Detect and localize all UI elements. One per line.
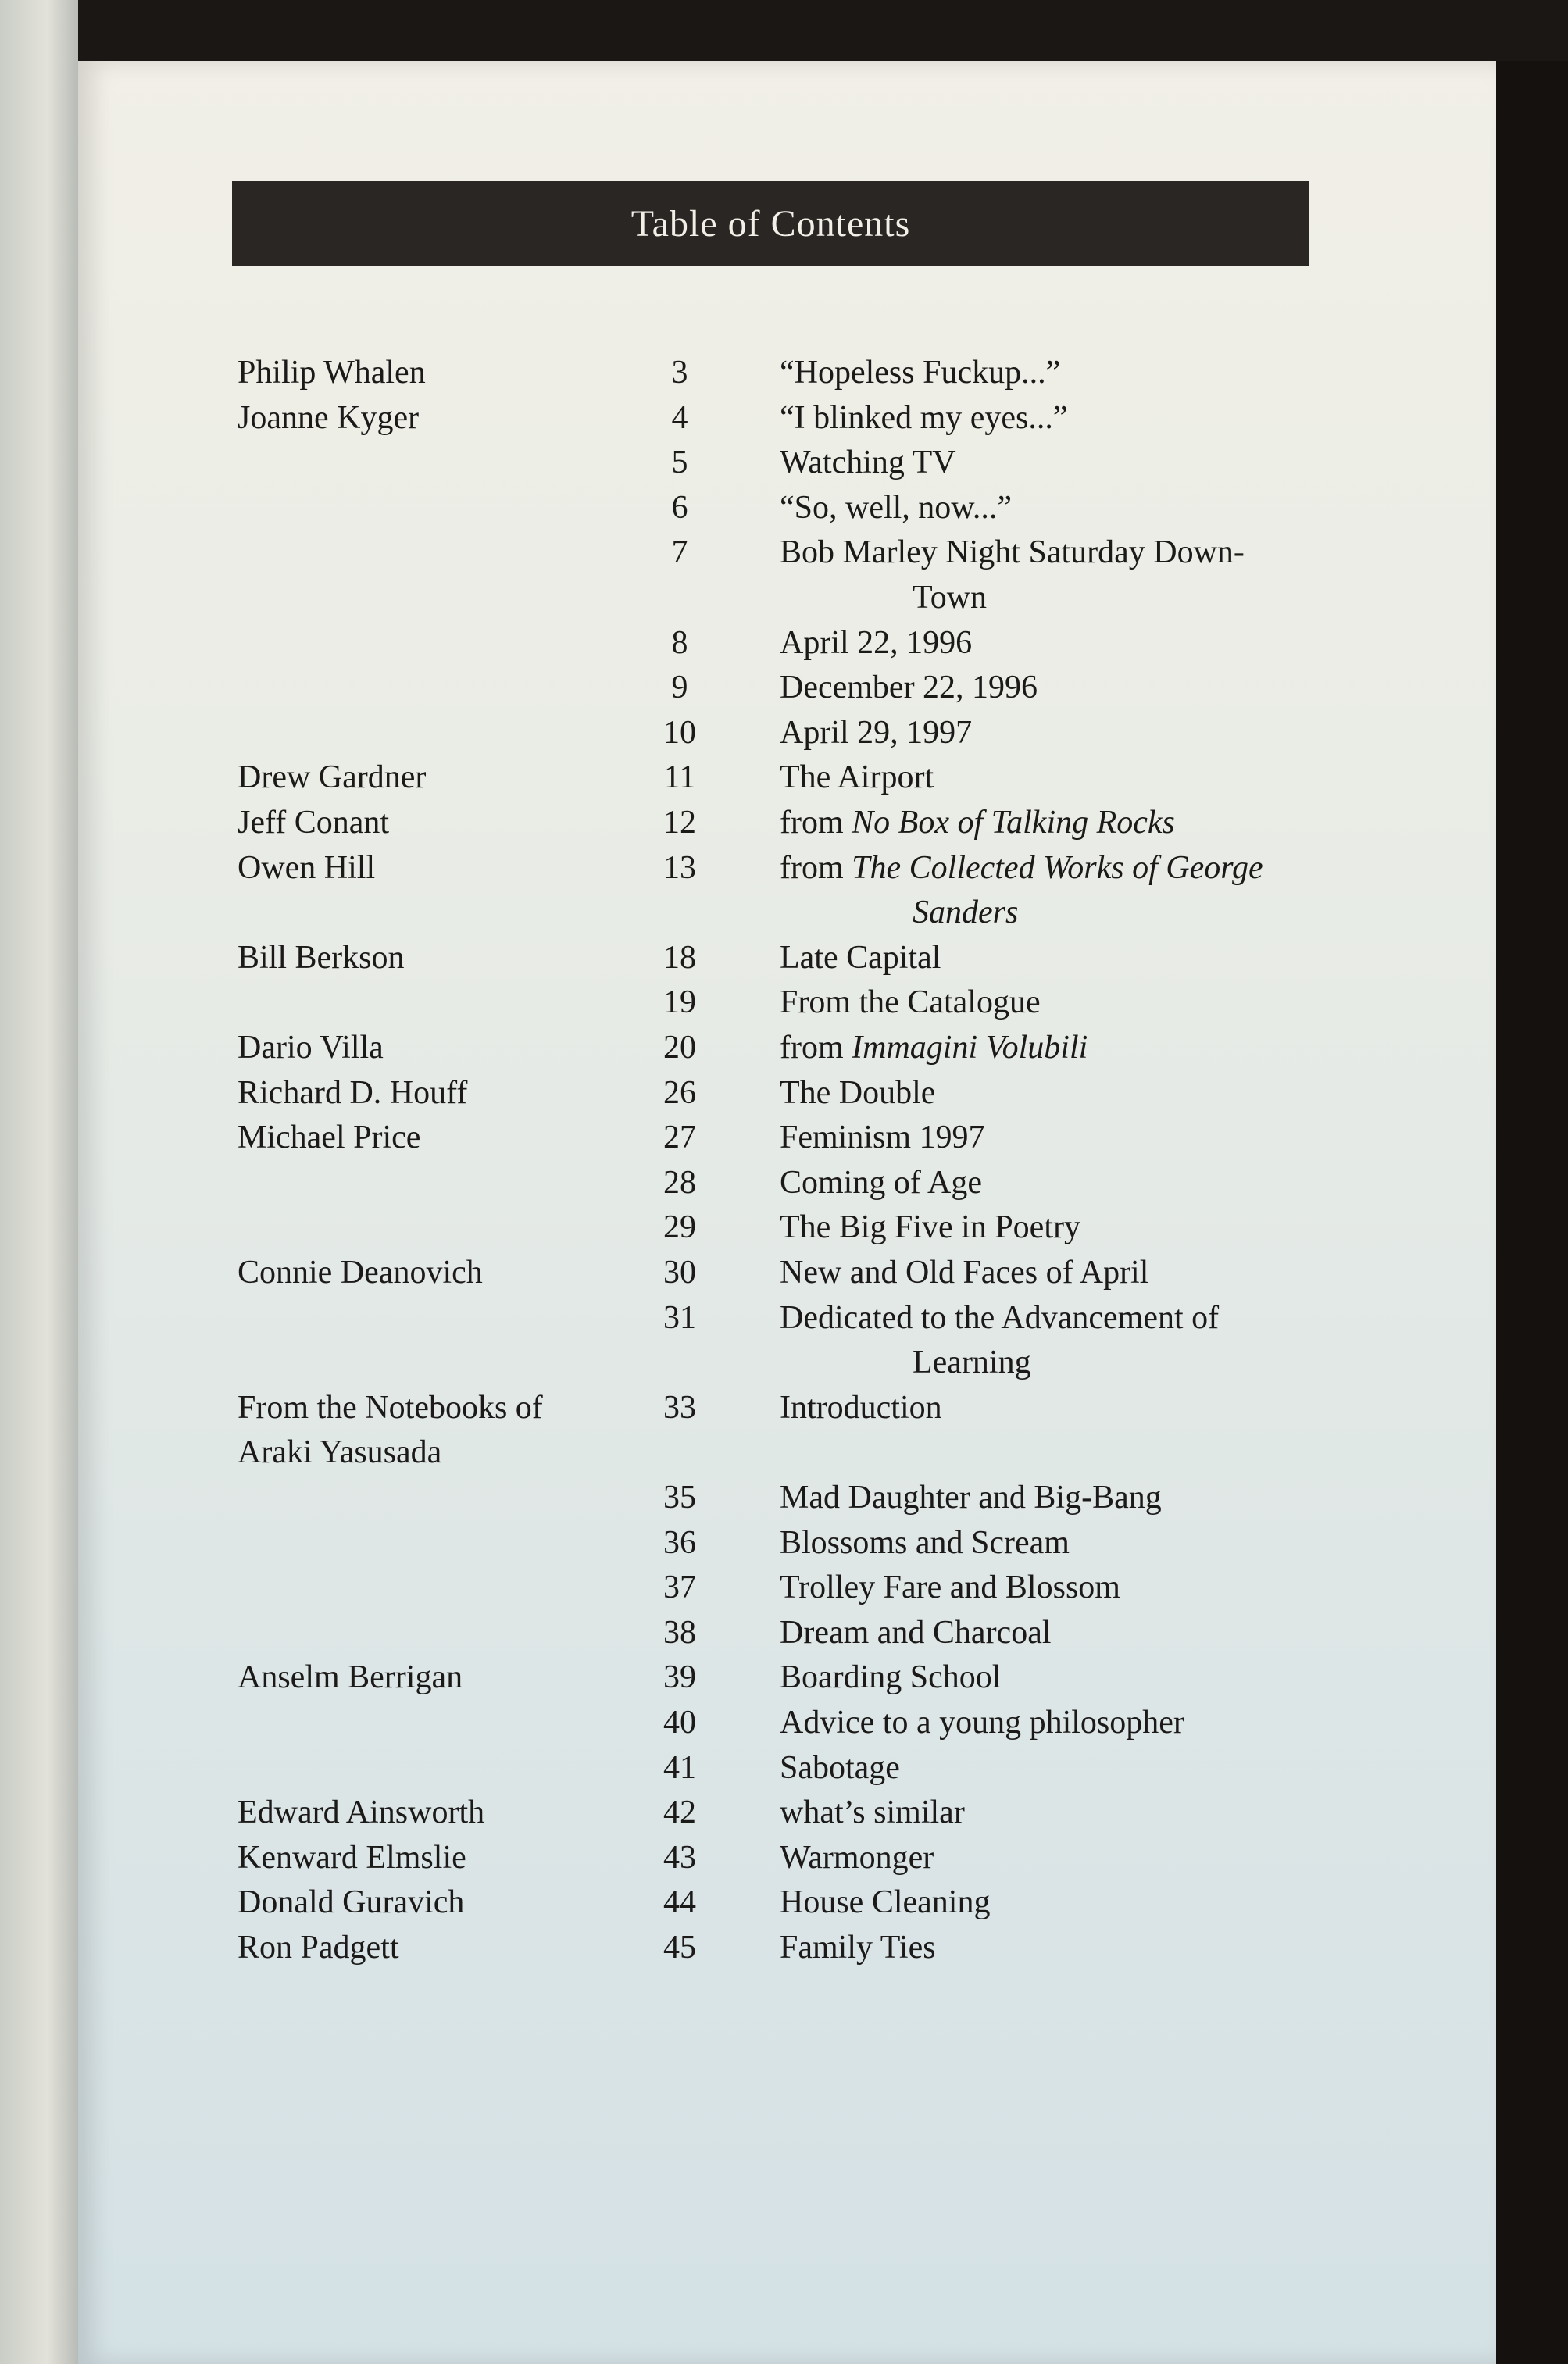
toc-entry	[78, 1250, 1496, 1297]
toc-page-number: 31	[663, 1299, 696, 1336]
toc-page-number: 37	[663, 1569, 696, 1606]
toc-author: Joanne Kyger	[238, 399, 420, 436]
toc-entry	[78, 1835, 1496, 1882]
toc-author: Bill Berkson	[238, 939, 405, 976]
toc-entry-continuation	[78, 1430, 1496, 1477]
toc-title-prefix: from	[780, 805, 852, 841]
toc-title: “Hopeless Fuckup...”	[780, 355, 1061, 391]
toc-title	[780, 1025, 1088, 1070]
toc-title-continuation: Learning	[913, 1344, 1031, 1381]
toc-entry	[78, 440, 1496, 487]
background-edge	[1496, 61, 1568, 2364]
toc-author: Jeff Conant	[238, 805, 390, 841]
toc-entry	[78, 1565, 1496, 1612]
toc-title: Dedicated to the Advancement of	[780, 1299, 1220, 1336]
toc-title-prefix: from	[780, 1030, 852, 1066]
toc-author: Philip Whalen	[238, 355, 426, 391]
toc-title: April 29, 1997	[780, 714, 973, 751]
toc-title	[780, 845, 1263, 891]
toc-entry	[78, 620, 1496, 667]
toc-entry	[78, 1520, 1496, 1567]
toc-title: Boarding School	[780, 1659, 1002, 1696]
toc-title: Advice to a young philosopher	[780, 1705, 1184, 1741]
toc-page-number: 42	[663, 1794, 696, 1831]
toc-page-number: 3	[671, 355, 688, 391]
toc-title: Blossoms and Scream	[780, 1524, 1070, 1561]
toc-page-number: 35	[663, 1480, 696, 1516]
toc-title: The Airport	[780, 759, 934, 796]
toc-page-number: 4	[671, 399, 688, 436]
toc-entry	[78, 935, 1496, 982]
toc-title: Feminism 1997	[780, 1120, 985, 1156]
toc-page-number: 8	[671, 624, 688, 661]
toc-entry-continuation	[78, 890, 1496, 937]
toc-title: The Big Five in Poetry	[780, 1209, 1080, 1246]
toc-author: Owen Hill	[238, 849, 376, 886]
toc-title: April 22, 1996	[780, 624, 973, 661]
toc-author: Kenward Elmslie	[238, 1839, 466, 1876]
toc-page-number: 7	[671, 534, 688, 571]
toc-title: Family Ties	[780, 1930, 936, 1966]
toc-entry	[78, 845, 1496, 892]
toc-title: From the Catalogue	[780, 984, 1041, 1021]
toc-title: The Double	[780, 1074, 936, 1111]
toc-title-prefix: from	[780, 849, 852, 886]
toc-author: From the Notebooks of	[238, 1389, 543, 1426]
toc-title-continuation: Town	[913, 580, 988, 616]
toc-entry	[78, 800, 1496, 847]
toc-entry	[78, 710, 1496, 757]
toc-entry	[78, 1385, 1496, 1432]
toc-author: Edward Ainsworth	[238, 1794, 485, 1831]
toc-author-continuation: Araki Yasusada	[238, 1434, 442, 1471]
toc-page-number: 18	[663, 939, 696, 976]
toc-entry	[78, 1475, 1496, 1522]
toc-page-number: 11	[663, 759, 696, 796]
toc-entry	[78, 485, 1496, 532]
toc-page-number: 19	[663, 984, 696, 1021]
toc-page-number: 6	[671, 489, 688, 526]
toc-page-number: 26	[663, 1074, 696, 1111]
toc-entry	[78, 1070, 1496, 1117]
toc-page-number: 38	[663, 1614, 696, 1651]
toc-title-italic: The Collected Works of George	[852, 849, 1263, 886]
toc-author: Michael Price	[238, 1120, 421, 1156]
toc-page-number: 9	[671, 670, 688, 706]
toc-page-number: 10	[663, 714, 696, 751]
toc-title: Bob Marley Night Saturday Down-	[780, 534, 1245, 571]
toc-author: Connie Deanovich	[238, 1255, 483, 1291]
toc-page-number: 27	[663, 1120, 696, 1156]
toc-page-number: 33	[663, 1389, 696, 1426]
book-page	[78, 61, 1496, 2364]
toc-entry	[78, 395, 1496, 442]
toc-title: Late Capital	[780, 939, 941, 976]
toc-entry	[78, 1295, 1496, 1342]
toc-title-italic: Immagini Volubili	[852, 1030, 1088, 1066]
toc-title: Introduction	[780, 1389, 942, 1426]
toc-title: Coming of Age	[780, 1164, 982, 1201]
toc-title: “I blinked my eyes...”	[780, 399, 1068, 436]
toc-entry	[78, 1655, 1496, 1702]
toc-entry	[78, 1025, 1496, 1072]
toc-page-number: 36	[663, 1524, 696, 1561]
toc-title: Watching TV	[780, 445, 956, 481]
toc-title: Warmonger	[780, 1839, 934, 1876]
toc-page-number: 5	[671, 445, 688, 481]
toc-entry	[78, 1790, 1496, 1837]
toc-page-number: 13	[663, 849, 696, 886]
toc-page-number: 12	[663, 805, 696, 841]
toc-author: Richard D. Houff	[238, 1074, 468, 1111]
toc-page-number: 44	[663, 1884, 696, 1921]
toc-entry	[78, 1160, 1496, 1207]
toc-title-continuation: Sanders	[913, 895, 1019, 931]
toc-page-number: 40	[663, 1705, 696, 1741]
toc-page-number: 30	[663, 1255, 696, 1291]
toc-entry-continuation	[78, 1340, 1496, 1387]
toc-page-number: 29	[663, 1209, 696, 1246]
facing-page-edge	[0, 0, 78, 2364]
toc-entry	[78, 1745, 1496, 1792]
toc-entry	[78, 350, 1496, 397]
toc-entry	[78, 665, 1496, 712]
toc-title: New and Old Faces of April	[780, 1255, 1149, 1291]
toc-author: Drew Gardner	[238, 759, 427, 796]
toc-page-number: 20	[663, 1030, 696, 1066]
toc-title-italic: No Box of Talking Rocks	[852, 805, 1175, 841]
toc-entry	[78, 1610, 1496, 1657]
page-title: Table of Contents	[630, 202, 911, 245]
toc-page-number: 43	[663, 1839, 696, 1876]
toc-title: December 22, 1996	[780, 670, 1038, 706]
toc-entry	[78, 1700, 1496, 1747]
toc-title: “So, well, now...”	[780, 489, 1013, 526]
toc-author: Dario Villa	[238, 1030, 384, 1066]
toc-entry	[78, 980, 1496, 1027]
toc-title: what’s similar	[780, 1794, 965, 1831]
toc-author: Anselm Berrigan	[238, 1659, 463, 1696]
toc-author: Ron Padgett	[238, 1930, 399, 1966]
toc-page-number: 39	[663, 1659, 696, 1696]
toc-title: Dream and Charcoal	[780, 1614, 1052, 1651]
toc-title: Sabotage	[780, 1749, 900, 1786]
toc-author: Donald Guravich	[238, 1884, 465, 1921]
toc-entry	[78, 1115, 1496, 1162]
toc-title: Mad Daughter and Big-Bang	[780, 1480, 1162, 1516]
toc-page-number: 45	[663, 1930, 696, 1966]
toc-entry	[78, 755, 1496, 802]
toc-entry	[78, 1205, 1496, 1252]
toc-title: House Cleaning	[780, 1884, 991, 1921]
toc-entry-continuation	[78, 575, 1496, 622]
toc-page-number: 41	[663, 1749, 696, 1786]
toc-entry	[78, 530, 1496, 577]
toc-entry	[78, 1925, 1496, 1972]
toc-title	[780, 800, 1175, 845]
toc-page-number: 28	[663, 1164, 696, 1201]
toc-header-band	[232, 181, 1309, 266]
toc-title: Trolley Fare and Blossom	[780, 1569, 1120, 1606]
toc-entry	[78, 1880, 1496, 1927]
